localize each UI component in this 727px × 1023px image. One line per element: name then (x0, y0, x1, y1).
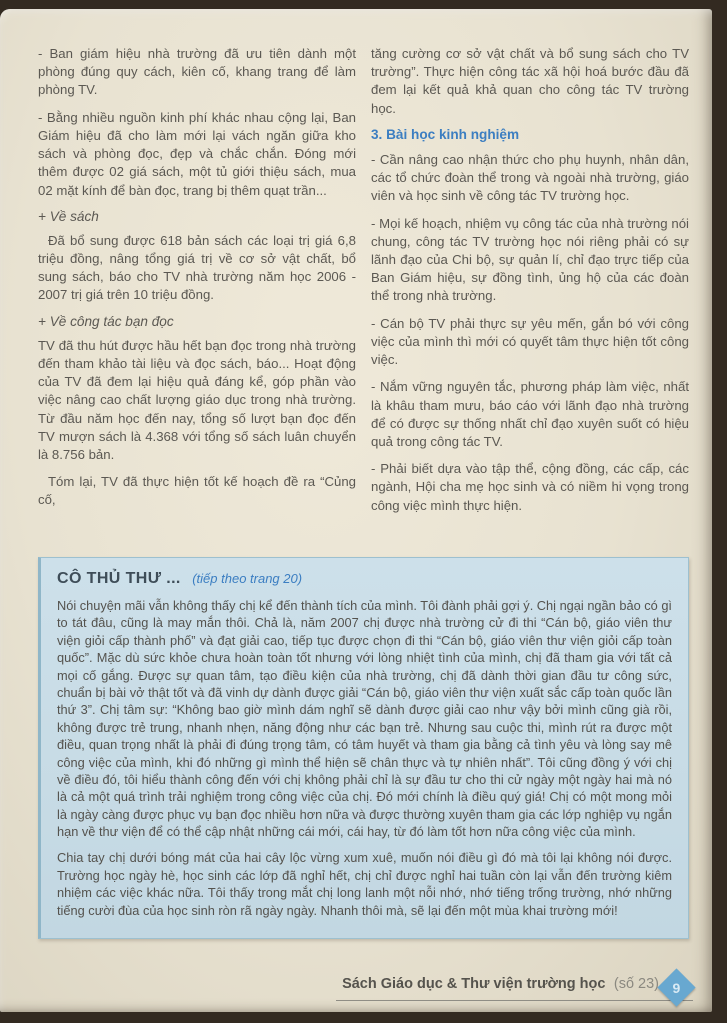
story-paragraph: Chia tay chị dưới bóng mát của hai cây lộc vừng xum xuê, muốn nói điều gì đó mà tôi lại không nói được. Trường học ngày hè, học sinh các lớp đã nghỉ hết, chị chỉ được nghỉ hai tuần còn lại vẫn đến trường kiêm nhiệm các việc khác nữa. Tôi thấy trong mắt chị long lanh một nỗi nhớ, nhớ tiếng trống trường, nhớ những tiếng cười đùa của học sinh ròn rã ngày ngày. Nhanh thôi mà, sẽ lại đến một mùa khai trường mới! (57, 850, 672, 918)
left-column (38, 45, 356, 519)
paragraph: - Cần nâng cao nhận thức cho phụ huynh, nhân dân, các tổ chức đoàn thể trong và ngoài nhà trường, giáo viên và học sinh về công tác TV trường học. (371, 151, 689, 204)
paragraph: - Bằng nhiều nguồn kinh phí khác nhau cộng lại, Ban Giám hiệu đã cho làm mới lại vách ngăn giữa kho sách và phòng đọc, đẹp và chắc chắn. Đóng mới thêm được 02 giá sách, một tủ giới thiệu sách, mua 02 mặt kính để bàn đọc, trang bị thêm quạt trần... (38, 109, 356, 198)
issue-number: (số 23) (613, 975, 659, 992)
page-number: 9 (672, 979, 681, 996)
section-heading-ve-sach: + Về sách (38, 208, 99, 224)
section-heading-bai-hoc-kinh-nghiem: 3. Bài học kinh nghiệm (371, 126, 520, 142)
paragraph: TV đã thu hút được hầu hết bạn đọc trong nhà trường đến tham khảo tài liệu và đọc sách, báo... Hoạt động của TV đã đem lại hiệu quả đáng kể, góp phần vào việc nâng cao chất lượng giáo dục trong nhà trường. Từ đầu năm học đến nay, tổng số lượt bạn đọc đến TV mượn sách là 4.368 với tổng số sách luân chuyển là 8.756 bản. (38, 337, 356, 462)
paragraph: tăng cường cơ sở vật chất và bổ sung sách cho TV trường”. Thực hiện công tác xã hội hoá bước đầu đã đem lại kết quả khả quan cho công tác TV trường học. (371, 46, 689, 116)
paragraph: - Phải biết dựa vào tập thể, cộng đồng, các cấp, các ngành, Hội cha mẹ học sinh và có niềm hi vọng trong công việc mình thực hiện. (371, 461, 689, 513)
story-title: CÔ THỦ THƯ ... (57, 570, 181, 587)
paragraph: - Nắm vững nguyên tắc, phương pháp làm việc, nhất là khâu tham mưu, báo cáo với lãnh đạo nhà trường để có được sự thống nhất chỉ đạo xuyên suốt có hiệu quả trong công tác TV. (371, 379, 689, 449)
section-heading-ve-cong-tac-ban-doc: + Về công tác bạn đọc (38, 313, 174, 329)
right-column (371, 45, 689, 524)
article-columns (38, 45, 689, 544)
story-paragraph: Nói chuyện mãi vẫn không thấy chị kể đến thành tích của mình. Tôi đành phải gợi ý. Chị ngại ngần bảo có gì to tát đâu, cũng là may mắn thôi. Chả là, năm 2007 chị được nhà trường cử đi thi “Cán bộ, giáo viên thư viện giỏi cấp thành phố” và đạt giải cao, tiếp tục được chọn đi thi “Cán bộ, giáo viên thư viện giỏi cấp toàn quốc”. Mặc dù sức khỏe chưa hoàn toàn tốt nhưng với lòng nhiệt tình của mình, chị đã tham gia với tất cả mọi cố gắng. Được sự quan tâm, tạo điều kiện của nhà trường, chị đã dành thời gian đầu tư công sức, chuẩn bị bài vở thật tốt và đã vinh dự dành được giải “Cán bộ, giáo viên thư viện xuất sắc cấp toàn quốc lần thứ 3”. Chị tâm sự: “Không bao giờ mình dám nghĩ sẽ dành được giải cao như vậy bởi mình cũng già rồi, không được trẻ trung, nhanh nhẹn, năng động như các bạn trẻ. Nhưng sau cuộc thi, mình rút ra được một điều, quan trọng nhất là phải đi đúng trọng tâm, có tâm huyết và tham gia bằng cả tình yêu và lòng say mê công việc của mình, khi đó những gì mình thể hiện sẽ chân thực và tự nhiên nhất”. Tôi cũng đồng ý với chị về điều đó, tôi hiểu thành công đến với chị không phải chỉ là sự đầu tư cho thi cử ngày một ngày hai mà nó là cả một quá trình trải nghiệm trong công việc của chị. Đó mới chính là điều quý giá! Chị có một mong mỏi là ngày càng được phục vụ bạn đọc nhiều hơn nữa và được thường xuyên tham gia các lớp nghiệp vụ ngắn hạn về thư viện để có thể cập nhật những cái mới, cái hay, từ đó làm tốt hơn nữa công việc của mình. (57, 598, 672, 840)
footer-journal-line (336, 975, 693, 1001)
story-continuation-note: (tiếp theo trang 20) (192, 571, 303, 586)
story-box-header (57, 570, 672, 588)
paragraph: Tóm lại, TV đã thực hiện tốt kế hoạch đề ra “Củng cố, (38, 474, 356, 508)
paragraph: - Ban giám hiệu nhà trường đã ưu tiên dành một phòng đúng quy cách, kiên cố, khang trang để làm phòng TV. (38, 46, 356, 98)
paragraph: Đã bổ sung được 618 bản sách các loại trị giá 6,8 triệu đồng, nâng tổng giá trị về cơ sở vật chất, bổ sung sách, báo cho TV nhà trường năm học 2006 - 2007 trị giá trên 10 triệu đồng. (38, 232, 356, 303)
paragraph: - Mọi kế hoạch, nhiệm vụ công tác của nhà trường nói chung, công tác TV trường học nói riêng phải có sự lãnh đạo của Chi bộ, sự quản lí, chỉ đạo trực tiếp của Ban Giám hiệu, sự đồng tình, ủng hộ của các đoàn thể trong nhà trường. (371, 215, 689, 304)
journal-title: Sách Giáo dục & Thư viện trường học (342, 975, 606, 992)
scanned-magazine-page (0, 9, 712, 1012)
page-footer (336, 974, 690, 1001)
continuation-story-box (38, 557, 689, 939)
page-content (0, 9, 712, 1012)
paragraph: - Cán bộ TV phải thực sự yêu mến, gắn bó với công việc của mình thì mới có quyết tâm thực hiện tốt công việc. (371, 315, 689, 368)
